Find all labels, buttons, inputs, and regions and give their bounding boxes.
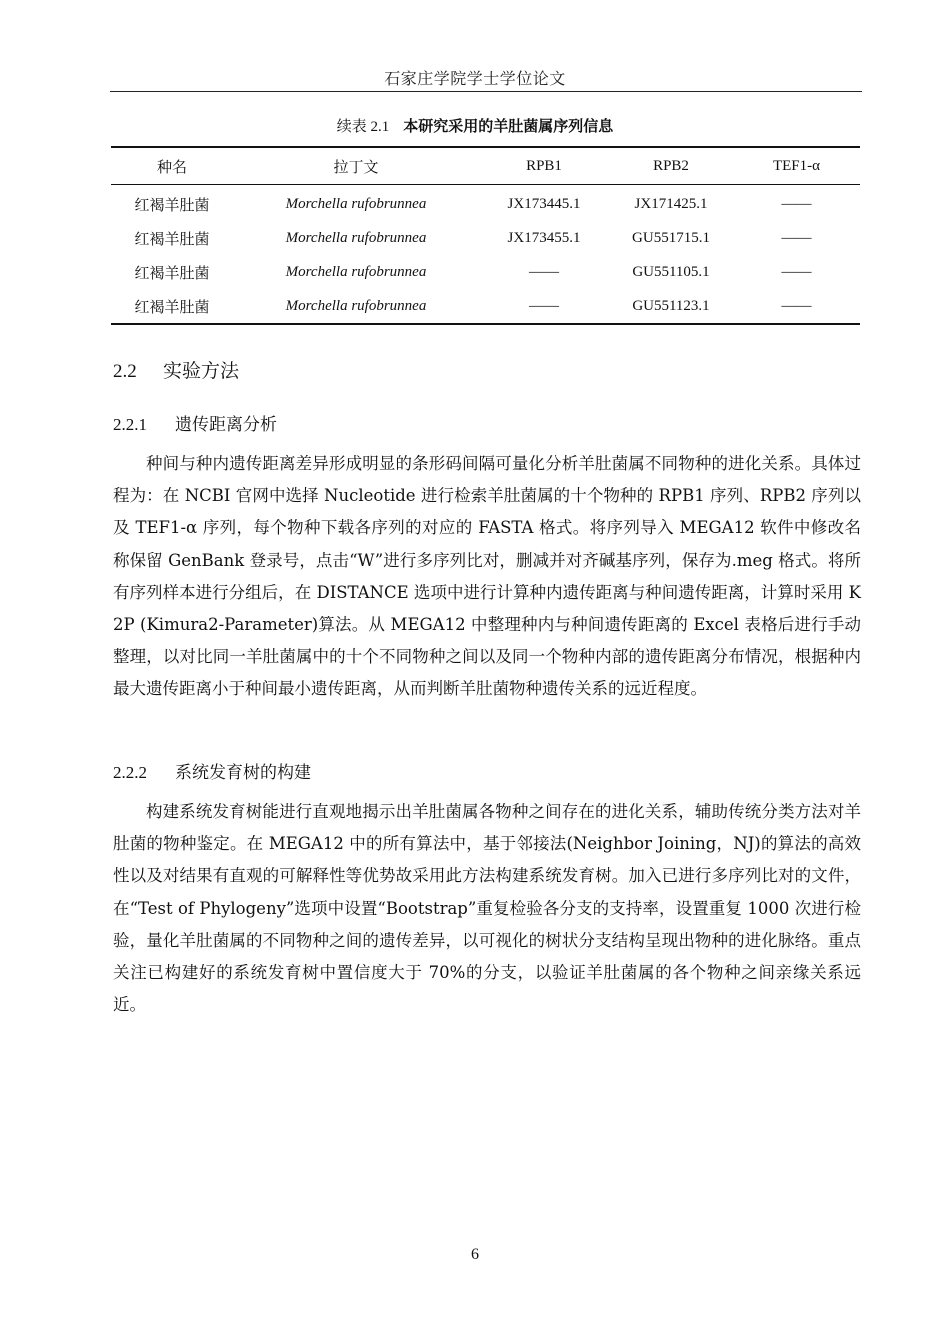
- section-heading-2-2-1: [113, 410, 277, 435]
- table-caption: [0, 115, 950, 136]
- section-title: 实验方法: [163, 360, 240, 382]
- species-cell: 红褐羊肚菌: [134, 263, 210, 282]
- latin-name-cell: Morchella rufobrunnea: [285, 263, 427, 280]
- rpb1-cell: JX173455.1: [507, 229, 581, 246]
- latin-name-cell: Morchella rufobrunnea: [285, 229, 427, 246]
- species-cell: 红褐羊肚菌: [134, 229, 210, 248]
- tef1-cell: ——: [781, 195, 812, 212]
- tef1-cell: ——: [781, 229, 812, 246]
- table-row: [111, 221, 860, 255]
- table-caption-title: 本研究采用的羊肚菌属序列信息: [403, 117, 614, 135]
- column-header: 拉丁文: [233, 147, 479, 185]
- tef1-cell: ——: [733, 289, 860, 324]
- section-title: 遗传距离分析: [175, 415, 277, 435]
- tef1-cell: ——: [781, 263, 812, 280]
- sequence-table: [111, 146, 860, 325]
- table-row: [111, 289, 860, 324]
- section-heading-2-2-2: [113, 758, 311, 783]
- rpb2-cell: JX171425.1: [634, 195, 708, 212]
- page-number: 6: [471, 1246, 479, 1263]
- section-number: 2.2.2: [113, 763, 147, 782]
- rpb1-cell: ——: [479, 289, 609, 324]
- latin-name-cell: Morchella rufobrunnea: [285, 195, 427, 212]
- table-caption-number: 续表 2.1: [336, 119, 390, 135]
- table-row: [111, 255, 860, 289]
- column-header: TEF1-α: [733, 147, 860, 185]
- rpb2-cell: GU551123.1: [609, 289, 733, 324]
- section-heading-2-2: [113, 356, 239, 383]
- species-cell: 红褐羊肚菌: [134, 195, 210, 214]
- header-rule: [110, 91, 862, 92]
- body-paragraph: 构建系统发育树能进行直观地揭示出羊肚菌属各物种之间存在的进化关系，辅助传统分类方法对羊肚菌的物种鉴定。在 MEGA12 中的所有算法中，基于邻接法(Neighbor Joining，NJ)的算法的高效性以及对结果有直观的可解释性等优势故采用此方法构建系统发育树。加入已进行多序列比对的文件，在“Test of Phylogeny”选项中设置“Bootstrap”重复检验各分支的支持率，设置重复 1000 次进行检验，量化羊肚菌属的不同物种之间的遗传差异，以可视化的树状分支结构呈现出物种的进化脉络。重点关注已构建好的系统发育树中置信度大于 70%的分支，以验证羊肚菌属的各个物种之间亲缘关系远近。: [113, 802, 861, 1015]
- latin-name-cell: Morchella rufobrunnea: [233, 289, 479, 324]
- table-header-row: [111, 147, 860, 185]
- section-title: 系统发育树的构建: [175, 763, 311, 783]
- section-number: 2.2: [113, 361, 137, 382]
- body-paragraph: 种间与种内遗传距离差异形成明显的条形码间隔可量化分析羊肚菌属不同物种的进化关系。具体过程为：在 NCBI 官网中选择 Nucleotide 进行检索羊肚菌属的十个物种的 RPB1 序列、RPB2 序列以及 TEF1-α 序列，每个物种下载各序列的对应的 FASTA 格式。将序列导入 MEGA12 软件中修改名称保留 GenBank 登录号，点击“W”进行多序列比对，删减并对齐碱基序列，保存为.meg 格式。将所有序列样本进行分组后，在 DISTANCE 选项中进行计算种内遗传距离与种间遗传距离，计算时采用 K2P (Kimura2-Parameter)算法。从 MEGA12 中整理种内与种间遗传距离的 Excel 表格后进行手动整理，以对比同一羊肚菌属中的十个不同物种之间以及同一个物种内部的遗传距离分布情况，根据种内最大遗传距离小于种间最小遗传距离，从而判断羊肚菌物种遗传关系的远近程度。: [113, 454, 861, 699]
- table-row: [111, 185, 860, 222]
- column-header: RPB1: [479, 147, 609, 185]
- section-number: 2.2.1: [113, 415, 147, 434]
- rpb1-cell: ——: [529, 263, 559, 280]
- species-cell: 红褐羊肚菌: [111, 289, 233, 324]
- rpb2-cell: GU551105.1: [632, 263, 710, 280]
- column-header: RPB2: [609, 147, 733, 185]
- column-header: 种名: [111, 147, 233, 185]
- running-header: 石家庄学院学士学位论文: [384, 69, 566, 88]
- rpb1-cell: JX173445.1: [507, 195, 581, 212]
- rpb2-cell: GU551715.1: [632, 229, 710, 246]
